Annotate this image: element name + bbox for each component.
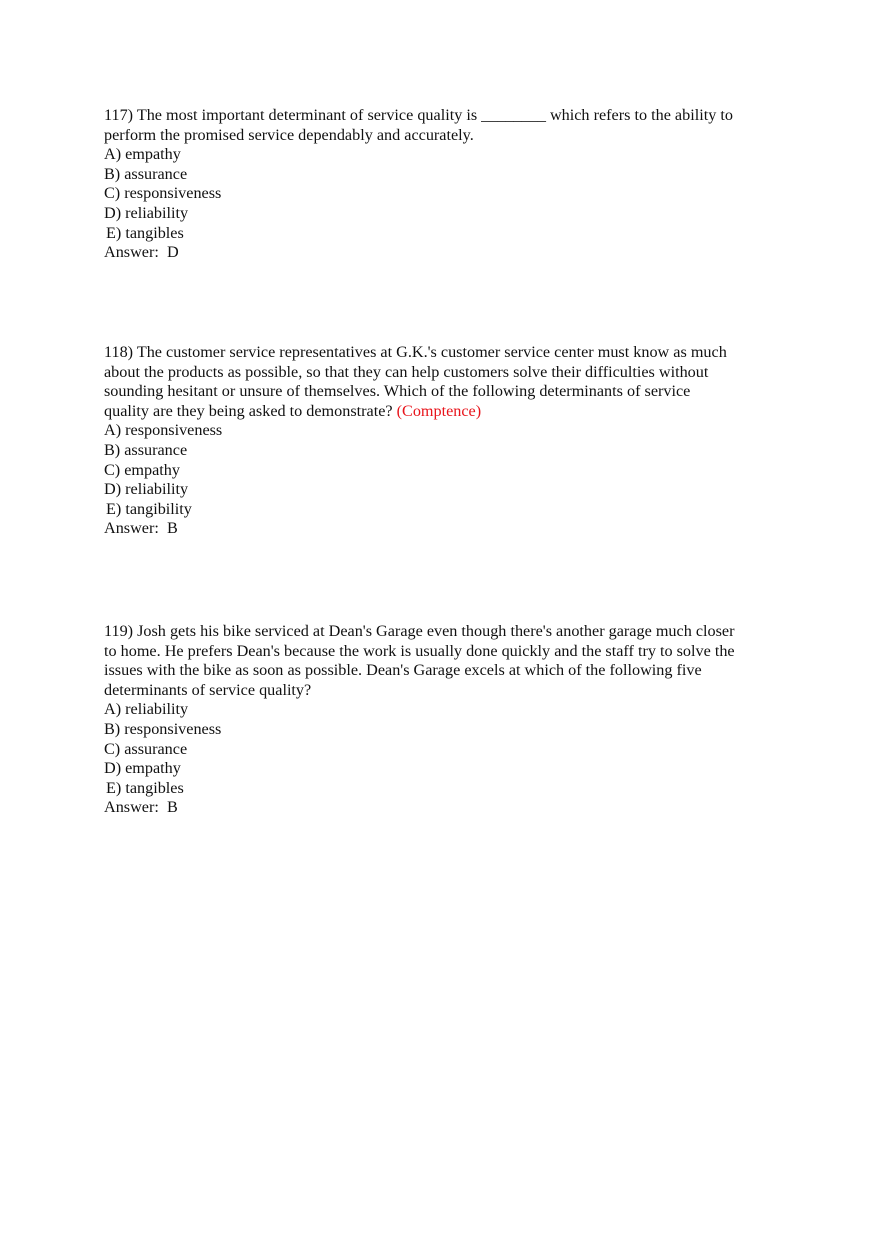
option-c: C) assurance bbox=[104, 739, 188, 758]
stem-line: determinants of service quality? bbox=[104, 680, 312, 699]
stem-line: perform the promised service dependably and accurately. bbox=[104, 125, 474, 144]
option-b: B) assurance bbox=[104, 164, 188, 183]
question-stem bbox=[104, 622, 784, 700]
option-c: C) responsiveness bbox=[104, 184, 222, 203]
option-d: D) empathy bbox=[104, 759, 181, 778]
stem-line-with-note bbox=[104, 402, 784, 422]
stem-line: to home. He prefers Dean's because the work is usually done quickly and the staff try to solve the bbox=[104, 641, 735, 660]
option-c: C) empathy bbox=[104, 460, 180, 479]
answer-line: Answer: B bbox=[104, 519, 178, 538]
option-d: D) reliability bbox=[104, 480, 189, 499]
option-e: E) tangibility bbox=[106, 499, 192, 518]
stem-line: about the products as possible, so that they can help customers solve their difficulties without bbox=[104, 362, 709, 381]
option-d: D) reliability bbox=[104, 203, 189, 222]
annotation-note: (Comptence) bbox=[396, 401, 482, 420]
question-stem bbox=[104, 343, 784, 421]
option-b: B) assurance bbox=[104, 440, 188, 459]
answer-line: Answer: B bbox=[104, 798, 178, 817]
stem-line: 117) The most important determinant of service quality is ________ which refers to the ability to bbox=[104, 106, 733, 124]
question-117 bbox=[104, 106, 784, 263]
question-119 bbox=[104, 622, 784, 818]
option-a: A) reliability bbox=[104, 700, 189, 719]
answer-line: Answer: D bbox=[104, 243, 179, 262]
stem-line: 118) The customer service representatives at G.K.'s customer service center must know as much bbox=[104, 343, 727, 361]
stem-line: sounding hesitant or unsure of themselves. Which of the following determinants of service bbox=[104, 382, 691, 401]
option-e: E) tangibles bbox=[106, 223, 184, 242]
stem-line: quality are they being asked to demonstrate? bbox=[104, 401, 393, 420]
option-a: A) empathy bbox=[104, 145, 181, 164]
option-a: A) responsiveness bbox=[104, 421, 223, 440]
question-stem bbox=[104, 106, 784, 145]
question-118 bbox=[104, 343, 784, 539]
stem-line: 119) Josh gets his bike serviced at Dean's Garage even though there's another garage much closer bbox=[104, 622, 735, 640]
option-b: B) responsiveness bbox=[104, 719, 222, 738]
option-e: E) tangibles bbox=[106, 778, 184, 797]
stem-line: issues with the bike as soon as possible. Dean's Garage excels at which of the following five bbox=[104, 661, 702, 680]
